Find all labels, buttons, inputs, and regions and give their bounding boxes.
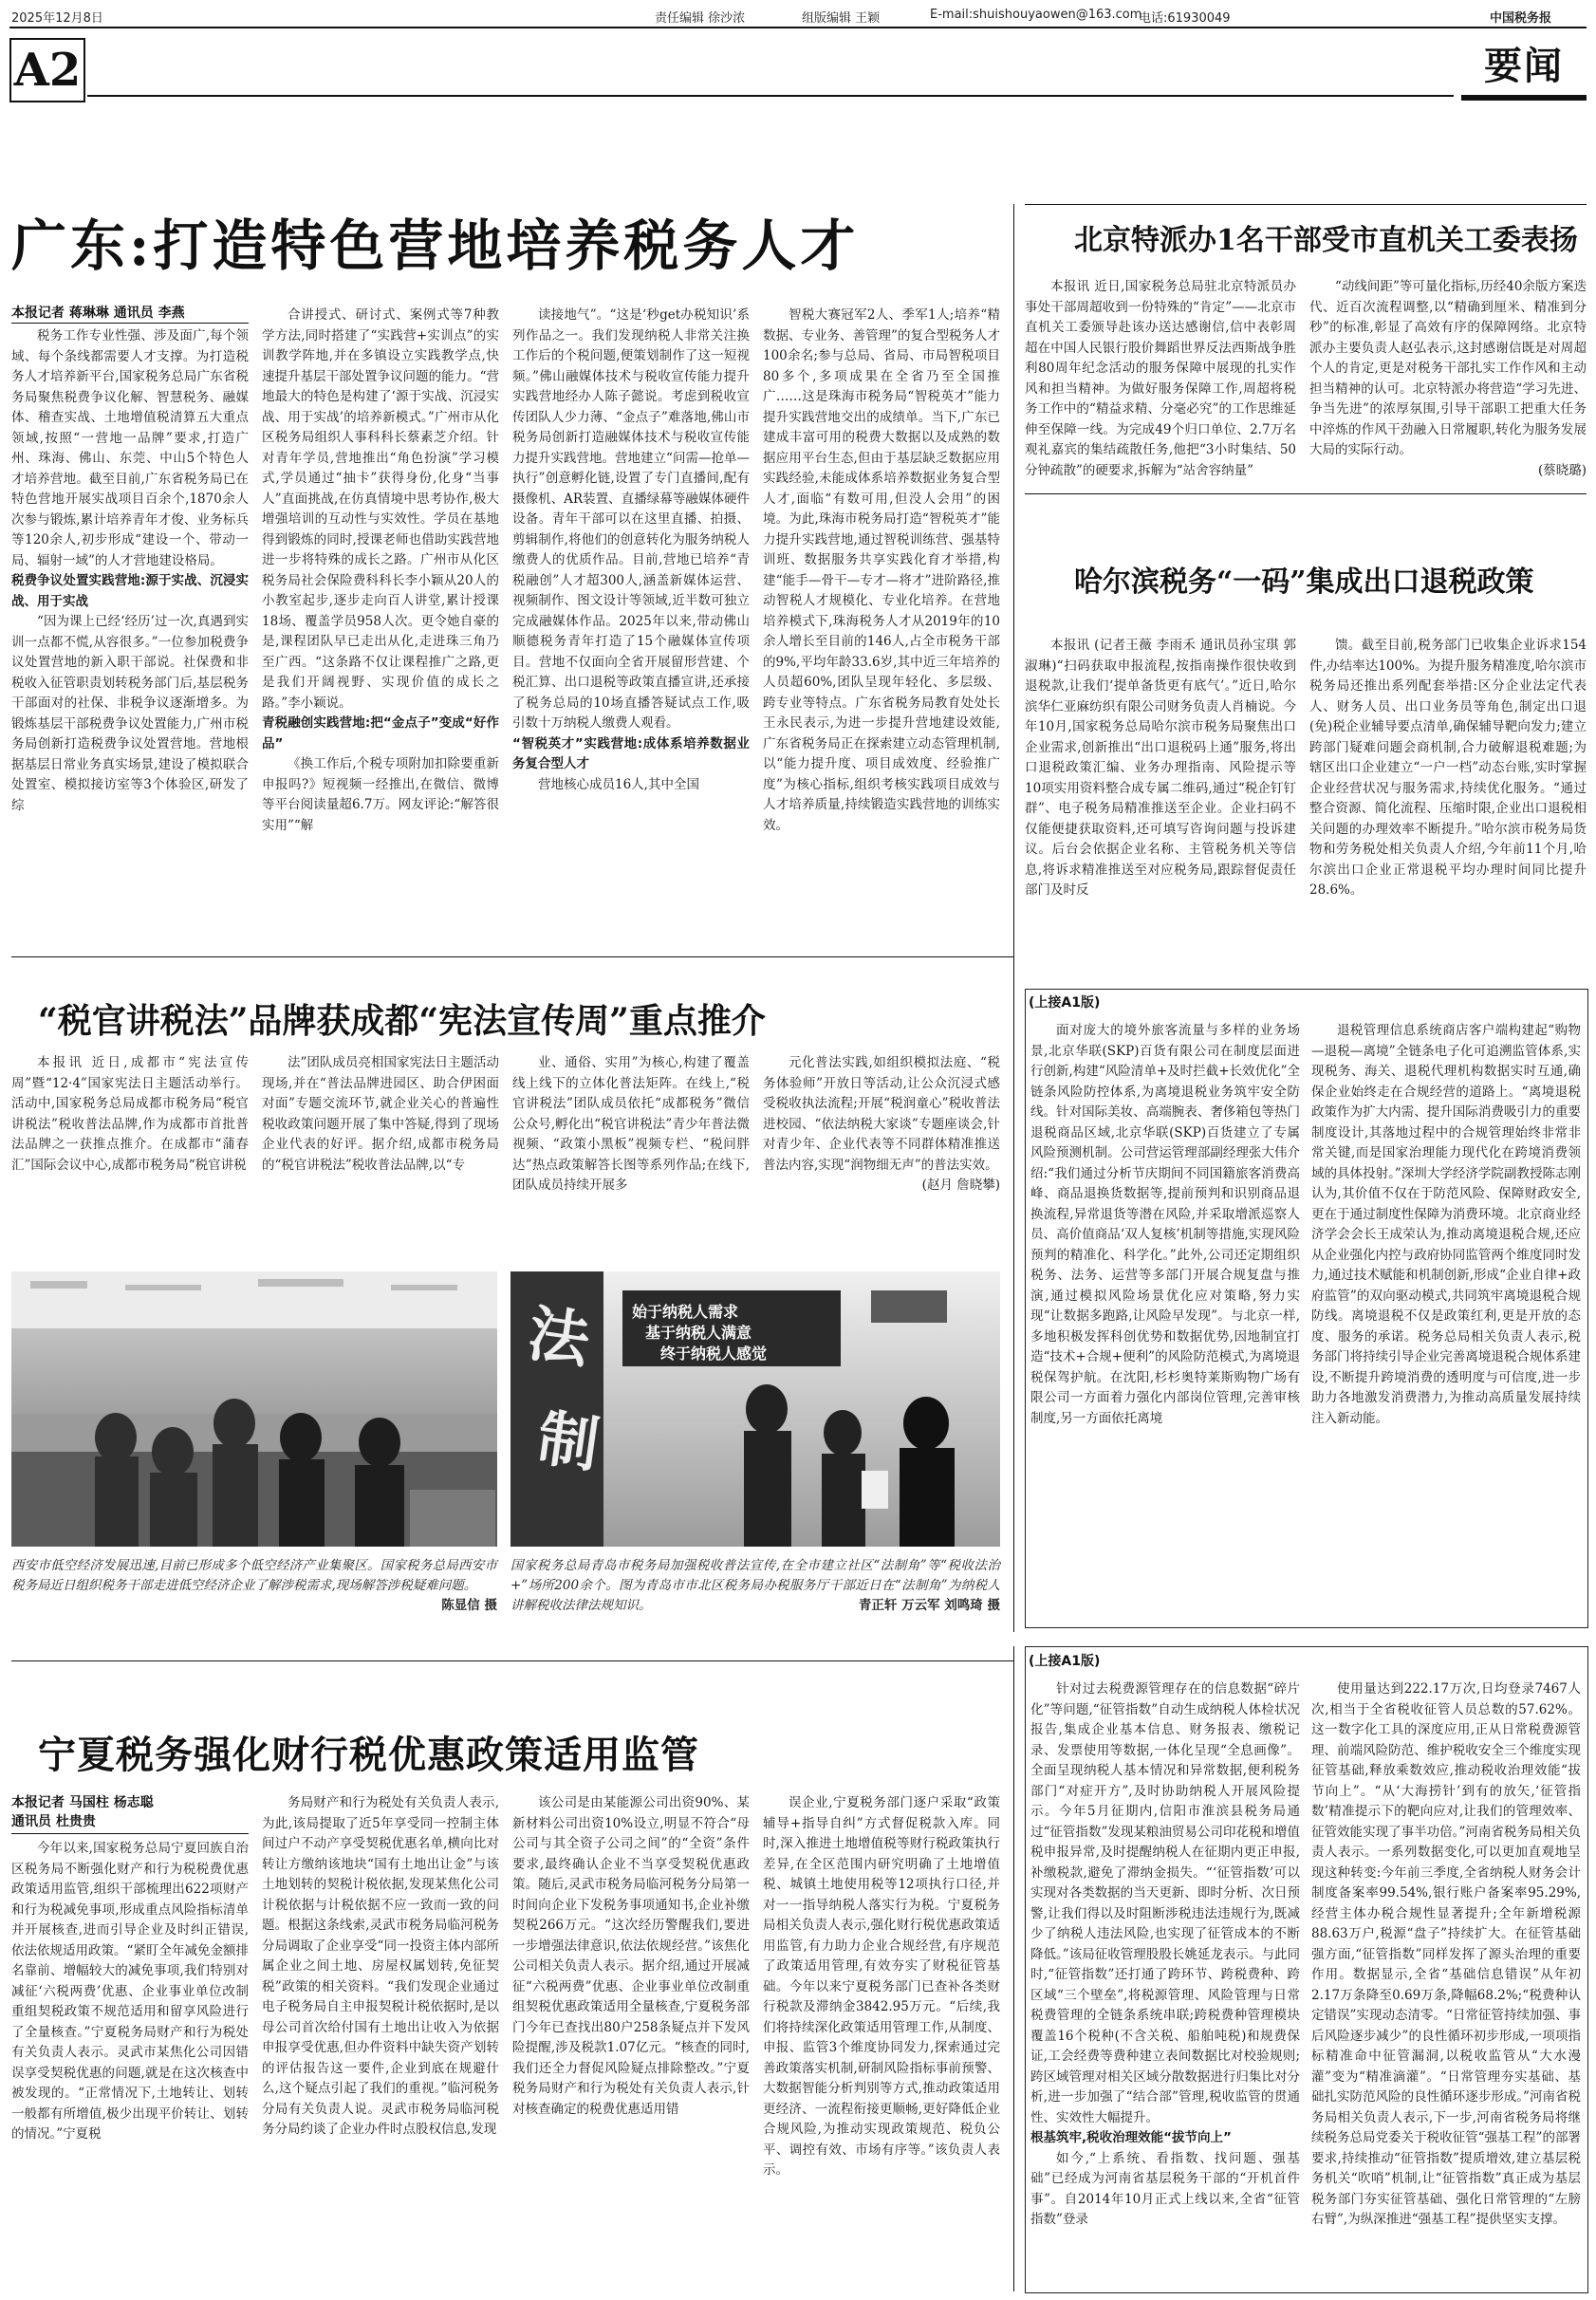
- section-title: 要闻: [1484, 44, 1564, 88]
- story-chengdu-headline: “税官讲税法”品牌获成都“宪法宣传周”重点推介: [38, 1001, 766, 1041]
- story-beijing-col2: [1309, 277, 1587, 478]
- paragraph: “动线间距”等可量化指标,历经40余版方案迭代、近百次流程调整,以“精确到厘米、精准到分秒”的标准,彰显了高效有序的保障网络。北京特派办主要负责人赵弘表示,这封感谢信既是对周超个人的肯定,更是对税务干部扎实工作作风和主动担当精神的认可。北京特派办将营造“学习先进、争当先进”的浓厚氛围,引导干部职工把重大任务中淬炼的作风干劲融入日常履职,转化为服务发展大局的实际行动。: [1309, 279, 1587, 457]
- paragraph: 元化普法实践,如组织模拟法庭、“税务体验师”开放日等活动,让公众沉浸式感受税收执法流程;开展“税润童心”税收普法进校园、“依法纳税大家谈”专题座谈会,针对青少年、企业代表等不同群体精准推送普法内容,实现“润物细无声”的普法实效。: [763, 1055, 1000, 1173]
- photo-xian-image: [11, 1271, 497, 1547]
- story-beijing-headline: 北京特派办1名干部受市直机关工委表扬: [1074, 224, 1578, 257]
- layout-editor-credit: 组版编辑 王颖: [802, 11, 881, 26]
- story-beijing-col1: [1025, 277, 1296, 486]
- paragraph: 使用量达到222.17万次,日均登录7467人次,相当于全省税收征管人员总数的57.62%。这一数字化工具的深度应用,正从日常税费源管理、前端风险防范、维护税收安全三个维度实现征管基础,释放乘数效应,推动税收治理效能“拔节向上”。“从‘大海捞针’到有的放矢,‘征管指数’精准提示下的靶向应对,让我们的管理效率、征管效能实现了事半功倍。”河南省税务局相关负责人表示。一系列数据变化,可以更加直观地呈现这种转变:今年前三季度,全省纳税人财务会计制度备案率99.54%,银行账户备案率95.29%,经营主体办税合规性显著提升;全年新增税源88.63万户,税源“盘子”持续扩大。在征管基础强方面,“征管指数”同样发挥了源头治理的重要作用。数据显示,全省“基础信息错误”从年初2.17万条降至0.69万条,降幅68.2%;“税费种认定错误”实现动态清零。“日常征管持续加强、事后风险逐步减少”的良性循环初步形成,一项项指标精准命中征管漏洞,以税收监管从“大水漫灌”变为“精准滴灌”。“日常管理夯实基础、基础扎实防范风险的良性循环逐步形成。”河南省税务局相关负责人表示,下一步,河南省税务局将继续税务总局党委关于税收征管“强基工程”的部署要求,持续推动“征管指数”提质增效,建立基层税务机关“吹哨”机制,让“征管指数”真正成为基层税务部门夯实征管基础、强化日常管理的“左膀右臂”,为纵深推进“强基工程”提供坚实支撑。: [1311, 1681, 1581, 2227]
- paragraph: 税务工作专业性强、涉及面广,每个领域、每个条线都需要人才支撑。为打造税务人才培养新平台,国家税务总局广东省税务局聚焦税费争议化解、智慧税务、融媒体、稽查实战、土地增值税清算五大重点领域,按照“一营地一品牌”要求,打造广州、珠海、佛山、东莞、中山5个特色人才培养营地。截至目前,广东省税务局已在特色营地开展实战项目百余个,1870余人次参与锻炼,累计培养青年才俊、业务标兵等120余人,初步形成“建设一个、带动一局、辐射一域”的人才营地建设格局。: [11, 328, 249, 568]
- paragraph: 今年以来,国家税务总局宁夏回族自治区税务局不断强化财产和行为税税费优惠政策适用监管,组织干部梳理出622项财产和行为税减免事项,形成重点风险指标清单并开展核查,进而引导企业及时纠正错误,依法依规适用政策。“紧盯全年减免金额排名靠前、增幅较大的减免事项,我们特别对减征‘六税两费’优惠、企业事业单位改制重组契税政策不规范适用和留享风险进行了全量核查。”宁夏税务局财产和行为税处有关负责人表示。灵武市某焦化公司因错误享受契税优惠的问题,就是在这次核查中被发现的。“正常情况下,土地转让、划转一般都有所增值,极少出现平价转让、划转的情况。”宁夏税: [11, 1841, 249, 2142]
- sign-text: 终于纳税人感觉: [660, 1345, 768, 1363]
- column-divider: [1013, 1646, 1014, 2291]
- story-chengdu-col2: [262, 1053, 499, 1241]
- subheading: “智税英才”实践营地:成体系培养数据业务复合型人才: [512, 735, 750, 771]
- page-number: A2: [9, 38, 85, 102]
- paragraph: 如今,“上系统、看指数、找问题、强基础”已经成为河南省基层税务干部的“开机首件事”。自2014年10月正式上线以来,全省“征管指数”登录: [1030, 2150, 1300, 2227]
- photo-qingdao-hall: [510, 1271, 1000, 1547]
- continuation1-col2: [1311, 1021, 1581, 1621]
- paragraph: 该公司是由某能源公司出资90%、某新材料公司出资10%设立,明显不符合“母公司与其全资子公司之间”的“全资”条件要求,最终确认企业不当享受契税优惠政策。随后,灵武市税务局临河税务分局第一时间向企业下发税务事项通知书,企业补缴契税266万元。“这次经历警醒我们,要进一步增强法律意识,依法依规经营。”该焦化公司相关负责人表示。据介绍,通过开展减征“六税两费”优惠、企业事业单位改制重组契税优惠政策适用全量核查,宁夏税务部门今年已查找出80户258条疑点并下发风险提醒,涉及税款1.07亿元。“核查的同时,我们还全力督促风险疑点排除整改。”宁夏税务局财产和行为税处有关负责人表示,针对核查确定的税费优惠适用错: [512, 1795, 750, 2117]
- story-guangdong-col2: [262, 306, 499, 898]
- subheading: 青税融创实践营地:把“金点子”变成“好作品”: [262, 715, 499, 751]
- paragraph: 本报讯 (记者王薇 李雨禾 通讯员孙宝琪 郭淑琳)“扫码获取申报流程,按指南操作很快收到退税款,让我们‘提单备货更有底气’。”近日,哈尔滨华仁亚麻纺织有限公司财务负责人肖楠说。今年10月,国家税务总局哈尔滨市税务局聚焦出口企业需求,创新推出“出口退税码上通”服务,将出口退税政策汇编、业务办理指南、风险提示等10项实用资料整合成专属二维码,通过“税企钉钉群”、电子税务局精准推送至企业。企业扫码不仅能便捷获取资料,还可填写咨询问题与投诉建议。后台会依据企业名称、主管税务机关等信息,将诉求精准推送至对应税务局,跟踪督促责任部门及时反: [1025, 638, 1296, 898]
- subheading: 税费争议处置实践营地:源于实战、沉浸实战、用于实战: [11, 573, 249, 609]
- paragraph: 退税管理信息系统商店客户端构建起“购物—退税—离境”全链条电子化可追溯监管体系,实现税务、海关、退税代理机构数据实时互通,确保企业始终走在合规经营的道路上。“离境退税政策作为扩大内需、提升国际消费吸引力的重要制度设计,其落地过程中的合规管理始终非常非常关键,而是国家治理能力现代化在跨境消费领域的具体投射。”深圳大学经济学院副教授陈志刚认为,其价值不仅在于防范风险、保障财政安全,更在于通过制度性保障为消费环境。北京商业经济学会会长王成荣认为,推动离境退税合规,还应从企业强化内控与政府协同监管两个维度同时发力,通过技术赋能和机制创新,形成“企业自律+政府监管”的双向驱动模式,共同筑牢离境退税合规防线。离境退税不仅是政策红利,更是开放的态度、服务的承诺。税务总局相关负责人表示,税务部门将持续引导企业完善离境退税合规体系建设,不断提升跨境消费的透明度与可信度,进一步助力各地激发消费潜力,为推动高质量发展持续注入新动能。: [1311, 1023, 1581, 1426]
- photo-credit: 青正轩 万云军 刘鸣琦 摄: [858, 1598, 1000, 1613]
- header-rule: [9, 27, 1587, 28]
- paragraph: 针对过去税费源管理存在的信息数据“碎片化”等问题,“征管指数”自动生成纳税人体检状况报告,集成企业基本信息、财务报表、缴税记录、发票使用等数据,一体化呈现“全息画像”。全面呈现纳税人基本情况和异常数据,便利税务部门“对症开方”,及时协助纳税人开展风险提示。今年5月征期内,信阳市淮滨县税务局通过“征管指数”发现某粮油贸易公司印花税和增值税申报异常,及时提醒纳税人在征期内更正申报,补缴税款,避免了滞纳金损失。“‘征管指数’可以实现对各类数据的当天更新、即时分析、次日预警,让我们得以及时阻断涉税违法违规行为,既减少了纳税人违法风险,也实现了征管成本的不断降低。”该局征收管理股股长姚延龙表示。与此同时,“征管指数”还打通了跨环节、跨税费种、跨区域“三个壁垒”,将税源管理、风险管理与日常税费管理的全链条系统串联;跨税费种管理模块覆盖16个税种(不含关税、船舶吨税)和规费保证,工会经费等费种建立表间数据比对校验规则;跨区域管理对相关区域分散数据进行归集比对分析,进一步加强了“结合部”管理,税收监管的贯通性、实效性大幅提升。: [1030, 1681, 1300, 2125]
- paragraph: 法”团队成员亮相国家宪法日主题活动现场,并在“普法品牌进园区、助合伊困面对面”专题交流环节,就企业关心的普遍性税收政策问题开展了集中答疑,得到了现场企业代表的好评。据介绍,成都市税务局的“税官讲税法”税收普法品牌,以“专: [262, 1055, 499, 1173]
- continuation1-col1: [1030, 1021, 1300, 1621]
- story-guangdong-col4: [763, 306, 1000, 898]
- continuation-label: (上接A1版): [1029, 995, 1101, 1011]
- story-rule: [11, 956, 1013, 957]
- sign-text: 基于纳税人满意: [645, 1324, 752, 1342]
- paragraph: “因为课上已经‘经历’过一次,真遇到实训一点都不慌,从容很多。”一位参加税费争议处置营地的新入职干部说。社保费和非税收入征管职责划转税务部门后,基层税务干部面对的社保、非税争议逐渐增多。为锻炼基层干部税费争议处置能力,广州市税务局创新打造税费争议处置营地。营地根据基层日常业务真实场景,建设了模拟联合处置室、模拟接访室等3个体验区,研发了综: [11, 614, 249, 813]
- paragraph: 务局财产和行为税处有关负责人表示,为此,该局提取了近5年享受同一控制主体间过户不动产享受契税优惠名单,横向比对转让方缴纳该地块“国有土地出让金”与该土地划转的契税计税依据,发现某焦化公司计税依据与计税依据不应一致而一致的问题。根据这条线索,灵武市税务局临河税务分局调取了企业享受“同一投资主体内部所属企业之间土地、房屋权属划转,免征契税”政策的相关资料。“我们发现企业通过电子税务局自主申报契税计税依据时,是以母公司首次给付国有土地出让收入为依据申报享受优惠,但办件资料中缺失资产划转的评估报告这一要件,企业到底在规避什么,这个疑点引起了我们的重视。”临河税务分局有关负责人说。灵武市税务局临河税务分局约谈了企业办件时点股权信息,发现: [262, 1795, 499, 2137]
- editor-credit: 责任编辑 徐沙浓: [655, 11, 746, 26]
- story-guangdong-col3: [512, 306, 750, 898]
- byline-rule: [11, 1833, 249, 1834]
- story-chengdu-col4: [763, 1053, 1000, 1241]
- reporter-sign: (赵月 詹晓攀): [921, 1178, 1000, 1193]
- story-ningxia-byline: 本报记者 马国柱 杨志聪: [11, 1795, 154, 1810]
- sign-banner-char: 制: [533, 1402, 603, 1482]
- story-ningxia-col3: [512, 1793, 750, 2287]
- paragraph: 误企业,宁夏税务部门逐户采取“政策辅导+指导自纠”方式督促税款入库。同时,深入推进土地增值税等财行税政策执行差异,在全区范围内研究明确了土地增值税、城镇土地使用税等12项执行口径,并对一一指导纳税人落实行为税。宁夏税务局相关负责人表示,强化财行税优惠政策适用监管,有力助力企业合规经营,有序规范了政策适用管理,有效夯实了财税征管基础。今年以来宁夏税务部门已查补各类财行税款及滞纳金3842.95万元。“后续,我们将持续深化政策适用管理工作,从制度、申报、监管3个维度协同发力,探索通过完善政策落实机制,研制风险指标事前预警、大数据智能分析判别等方式,推动政策适用更经济、一流程衔接更顺畅,更好降低企业合规风险,为推动实现政策规范、税负公平、调控有效、市场有序等。”该负责人表示。: [763, 1795, 1000, 2178]
- sign-banner-char: 法: [524, 1298, 594, 1378]
- photo-qingdao-image: [510, 1271, 1000, 1547]
- story-ningxia-col1: [11, 1839, 249, 2287]
- subheading: 根基筑牢,税收治理效能“拔节向上”: [1030, 2130, 1232, 2145]
- byline-rule: [11, 323, 249, 324]
- story-guangdong-headline: 广东:打造特色营地培养税务人才: [11, 213, 860, 278]
- paragraph: 馈。截至目前,税务部门已收集企业诉求154件,办结率达100%。为提升服务精准度,哈尔滨市税务局还推出系列配套举措:区分企业法定代表人、财务人员、出口业务员等角色,制定出口退(免)税企业辅导要点清单,确保辅导靶向发力;建立跨部门疑难问题会商机制,合力破解退税难题;为辖区出口企业建立“一户一档”动态台账,实时掌握企业经营状况与服务需求,持续优化服务。“通过整合资源、简化流程、压缩时限,企业出口退税相关问题的办理效率不断提升。”哈尔滨市税务局货物和劳务税处相关负责人介绍,今年前11个月,哈尔滨出口企业正常退税平均办理时间同比提升28.6%。: [1309, 638, 1587, 898]
- story-ningxia-col2: [262, 1793, 499, 2287]
- story-harbin-col1: [1025, 636, 1296, 979]
- photo-qingdao-caption: [510, 1556, 1000, 1642]
- section-bar: [1461, 95, 1587, 101]
- contact-email: E-mail:shuishouyaowen@163.com: [930, 8, 1142, 22]
- sign-text: 始于纳税人需求: [632, 1303, 739, 1321]
- paragraph: 本报讯 近日,国家税务总局驻北京特派员办事处干部周超收到一份特殊的“肯定”——北京市直机关工委颁导赴该办送达感谢信,信中表彰周超在中国人民银行股价舞蹈世界反法西斯战争胜利80周年纪念活动的服务保障中展现的扎实作风和担当精神。为做好服务保障工作,周超将税务工作中的“精益求精、分毫必究”的工作思维延伸至保障一线。为完成49个归口单位、2.7万名观礼嘉宾的集结疏散任务,他把“3小时集结、50分钟疏散”的硬要求,拆解为“站舍容纳量”: [1025, 279, 1296, 478]
- photo-xian-factory: [11, 1271, 497, 1547]
- paragraph: 业、通俗、实用”为核心,构建了覆盖线上线下的立体化普法矩阵。在线上,“税官讲税法”团队成员依托“成都税务”微信公众号,孵化出“税官讲税法”青少年普法微视频、“政策小黑板”视频专栏、“税问胖达”热点政策解答长图等系列作品;在线下,团队成员持续开展多: [512, 1055, 750, 1193]
- story-ningxia-headline: 宁夏税务强化财行税优惠政策适用监管: [38, 1733, 699, 1777]
- photo-credit: 陈显信 摄: [441, 1598, 497, 1613]
- story-harbin-headline: 哈尔滨税务“一码”集成出口退税政策: [1074, 566, 1534, 599]
- caption-text: 国家税务总局青岛市税务局加强税收普法宣传,在全市建立社区“法制角”等“税收法治+”场所200余个。图为青岛市市北区税务局办税服务厅干部近日在“法制角”为纳税人讲解税收法律法规知识。: [510, 1558, 1000, 1613]
- story-ningxia-byline: 通讯员 杜贵贵: [11, 1814, 96, 1829]
- story-chengdu-col3: [512, 1053, 750, 1241]
- continuation2-col1: [1030, 1679, 1300, 2287]
- story-rule: [11, 1660, 1013, 1661]
- story-guangdong-col1: [11, 326, 249, 898]
- reporter-sign: (蔡晓璐): [1537, 462, 1587, 478]
- story-harbin-col2: [1309, 636, 1587, 979]
- section-rule: [87, 95, 1454, 97]
- column-divider: [1013, 204, 1014, 1632]
- continuation-label: (上接A1版): [1029, 1654, 1101, 1669]
- paragraph: 本报讯 近日,成都市“宪法宣传周”暨“12·4”国家宪法日主题活动举行。活动中,国家税务总局成都市税务局“税官讲税法”税收普法品牌,作为成都市首批普法品牌之一获推点推介。在成都市“蒲春汇”国际会议中心,成都市税务局“税官讲税: [11, 1055, 249, 1173]
- continuation2-col2: [1311, 1679, 1581, 2287]
- story-rule: [1025, 204, 1587, 205]
- paragraph: 营地核心成员16人,其中全国: [538, 776, 699, 792]
- story-guangdong-byline: 本报记者 蒋琳琳 通讯员 李燕: [11, 306, 185, 321]
- story-ningxia-col4: [763, 1793, 1000, 2287]
- paper-name: 中国税务报: [1490, 11, 1552, 26]
- story-chengdu-col1: [11, 1053, 249, 1241]
- caption-text: 西安市低空经济发展迅速,目前已形成多个低空经济产业集聚区。国家税务总局西安市税务局近日组织税务干部走进低空经济企业了解涉税需求,现场解答涉税疑难问题。: [11, 1558, 497, 1593]
- paragraph: 智税大赛冠军2人、季军1人;培养“精数据、专业务、善管理”的复合型税务人才100余名;参与总局、省局、市局智税项目80多个,多项成果在全省乃至全国推广……这是珠海市税务局“智税英才”能力提升实践营地交出的成绩单。当下,广东已建成丰富可用的税费大数据以及成熟的数据应用平台生态,但由于基层缺乏数据应用实践经验,未能成体系培养数据业务复合型人才,面临“有数可用,但没人会用”的困境。为此,珠海市税务局打造“智税英才”能力提升实践营地,通过智税训练营、强基特训班、数据服务共享实践化育才举措,构建“能手—骨干—专才—将才”进阶路径,推动智税人才规模化、专业化培养。在营地培养模式下,珠海税务人才从2019年的10余人增长至目前的146人,占全市税务干部的9%,平均年龄33.6岁,其中近三年培养的人员超60%,团队呈现年轻化、多层级、跨专业等特点。广东省税务局教育处处长王永民表示,为进一步提升营地建设效能,广东省税务局正在探索建立动态管理机制,以“能力提升度、项目成效度、经验推广度”为核心指标,组织考核实践项目成效与人才培养质量,持续锻造实践营地的训练实效。: [763, 307, 1000, 833]
- photo-xian-caption: [11, 1556, 497, 1642]
- issue-date: 2025年12月8日: [11, 11, 103, 26]
- paragraph: 读接地气”。“这是‘秒get办税知识’系列作品之一。我们发现纳税人非常关注换工作后的个税问题,便策划制作了这一短视频。”佛山融媒体技术与税收宣传能力提升实践营地经办人陈子懿说。考虑到税收宣传团队人少力薄、“金点子”难落地,佛山市税务局创新打造融媒体技术与税收宣传能力提升实践营地。营地建立“问需—抢单—执行”创意孵化链,设置了专门直播间,配有摄像机、AR装置、直播绿幕等融媒体硬件设备。青年干部可以在这里直播、拍摄、剪辑制作,将他们的创意转化为服务纳税人缴费人的优质作品。目前,营地已培养“青税融创”人才超300人,涵盖新媒体运营、视频制作、图文设计等领域,近半数可独立完成融媒体作品。2025年以来,带动佛山顺德税务青年打造了15个融媒体宣传项目。营地不仅面向全省开展留形营建、个税汇算、出口退税等政策直播宣讲,还承接了税务总局的10场直播答疑试点工作,吸引数十万纳税人缴费人观看。: [512, 307, 750, 731]
- paragraph: 合讲授式、研讨式、案例式等7种教学方法,同时搭建了“实践营+实训点”的实训教学阵地,并在多镇设立实践教学点,快速提升基层干部处置争议问题的能力。“营地最大的特色是构建了‘源于实战、沉浸实战、用于实战’的培养新模式。”广州市从化区税务局组织人事科科长蔡素芝介绍。针对青年学员,营地推出“角色扮演”学习模式,学员通过“抽卡”获得身份,化身“当事人”直面挑战,在仿真情境中思考协作,极大增强培训的互动性与实效性。学员在基地得到锻炼的同时,授课老师也借助实践营地进一步将特殊的成长之路。广州市从化区税务局社会保险费科科长李小颖从20人的小教室起步,逐步走向百人讲堂,累计授课18场、覆盖学员958人次。更令她自豪的是,课程团队早已走出从化,走进珠三角乃至广西。“这条路不仅让课程推广之路,更是我们开阔视野、实现价值的成长之路。”李小颖说。: [262, 307, 499, 711]
- paragraph: 《换工作后,个税专项附加扣除要重新申报吗?》短视频一经推出,在微信、微博等平台阅读量超6.7万。网友评论:“解答很实用”“解: [262, 756, 499, 833]
- story-rule: [1025, 493, 1587, 494]
- contact-phone: 电话:61930049: [1139, 11, 1231, 26]
- paragraph: 面对庞大的境外旅客流量与多样的业务场景,北京华联(SKP)百货有限公司在制度层面进行创新,构建“风险清单+及时拦截+长效优化”全链条风险防控体系,为离境退税业务筑牢安全防线。针对国际美妆、高端腕表、奢侈箱包等热门退税商品区域,北京华联(SKP)百货建立了专属风险预测机制。公司营运管理部副经理张大伟介绍:“我们通过分析节庆期间不同国籍旅客消费高峰、商品退换货数据等,提前预判和识别商品退换流程,异常退货等潜在风险,并采取增派巡察人员、高价值商品‘双人复核’机制等措施,实现风险预判的精准化、科学化。”此外,公司还定期组织税务、法务、运营等多部门开展合规复盘与推演,通过模拟风险场景优化应对策略,努力实现“让数据多跑路,让风险早发现”。与北京一样,多地积极发挥科创优势和数据优势,因地制宜打造“技术+合规+便利”的风险防范模式,为离境退税保驾护航。在沈阳,杉杉奥特莱斯购物广场有限公司一方面着力强化内部岗位管理,完善审核制度,另一方面依托离境: [1030, 1023, 1300, 1426]
